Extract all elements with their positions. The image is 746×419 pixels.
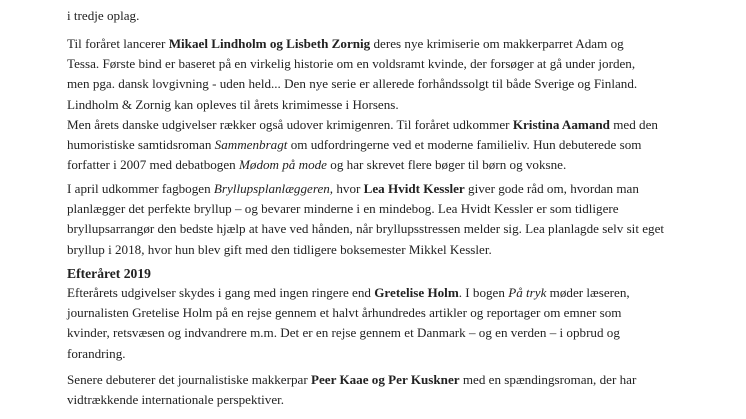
text-span: om udfordringerne ved et moderne familieliv. Hun debuterede som	[287, 137, 642, 153]
text-span: Til foråret lancerer	[67, 36, 169, 51]
paragraph-kristina-aamand	[67, 115, 667, 176]
text-span: deres nye krimiserie om makkerparret Adam og	[370, 36, 624, 51]
section-heading: Efteråret 2019	[67, 266, 151, 281]
text-line: men pga. dansk lovgivning - uden held... Den nye serie er allerede forhåndssolgt til både Sverige og Finland.	[67, 76, 638, 92]
paragraph-kaae-kuskner	[67, 370, 667, 410]
text-line	[67, 115, 667, 135]
text-line: forandring.	[67, 345, 126, 361]
paragraph-gretelise-holm	[67, 283, 667, 364]
text-line: bryllupsarrangør den bedste hjælp at have ved hånden, når bryllupsstressen melder sig. Lea planlagde selv sit eget	[67, 221, 665, 237]
text-span: hvor	[333, 181, 364, 196]
author-name: Lea Hvidt Kessler	[363, 181, 465, 196]
text-span: og har skrevet flere bøger til børn og voksne.	[327, 157, 567, 173]
paragraph-lindholm-zornig	[67, 34, 667, 115]
text-line: Tessa. Første bind er baseret på en virkelig historie om en voldsramt kvinde, der forsøger at gå under jorden,	[67, 56, 636, 72]
text-span: Men årets danske udgivelser rækker også udover krimigenren. Til foråret udkommer	[67, 117, 513, 132]
book-title: Mødom på mode	[238, 157, 327, 173]
text-line	[67, 155, 667, 175]
text-span: møder læseren,	[546, 285, 630, 300]
book-title: Bryllupsplanlæggeren,	[213, 181, 334, 196]
text-line	[67, 283, 667, 303]
author-name: Peer Kaae og Per Kuskner	[310, 372, 460, 387]
paragraph-top-fragment	[67, 0, 667, 26]
book-title: Sammenbragt	[214, 137, 288, 153]
text-span: forfatter i 2007 med debatbogen	[67, 157, 239, 173]
text-span: med en spændingsroman, der har	[459, 372, 637, 387]
text-line: kvinder, retsvæsen og indvandrere m.m. Det er en rejse gennem et Danmark – og en verden – i opbrud og	[67, 325, 620, 341]
text-span: giver gode råd om, hvordan man	[464, 181, 639, 196]
text-span: Efterårets udgivelser skydes i gang med ingen ringere end	[67, 285, 375, 300]
author-name: Gretelise Holm	[374, 285, 459, 300]
text-span: med den	[609, 117, 658, 132]
text-line	[67, 135, 667, 155]
text-line: planlægger det perfekte bryllup – og bevarer minderne i en mindebog. Lea Hvidt Kessler er som tidligere	[67, 201, 619, 217]
text-span: Senere debuterer det journalistiske makkerpar	[67, 372, 311, 387]
text-line: Lindholm & Zornig kan opleves til årets krimimesse i Horsens.	[67, 96, 399, 112]
text-span: I april udkommer fagbogen	[67, 181, 214, 196]
text-line: vidtrækkende internationale perspektiver.	[67, 392, 285, 408]
author-name: Mikael Lindholm og Lisbeth Zornig	[168, 36, 371, 51]
book-title: På tryk	[508, 285, 547, 300]
text-line	[67, 179, 667, 199]
paragraph-lea-hvidt-kessler	[67, 179, 667, 260]
text-line	[67, 370, 667, 390]
text-line	[67, 34, 667, 54]
text-line: i tredje oplag.	[67, 8, 140, 24]
author-name: Kristina Aamand	[512, 117, 610, 132]
text-line: journalisten Gretelise Holm på en rejse gennem et halvt århundredes artikler og reportager om emner som	[67, 305, 622, 321]
text-line: bryllup i 2018, hvor hun blev gift med den tidligere boksemester Mikkel Kessler.	[67, 241, 492, 257]
text-span: . I bogen	[458, 285, 509, 300]
text-span: humoristiske samtidsroman	[67, 137, 215, 153]
